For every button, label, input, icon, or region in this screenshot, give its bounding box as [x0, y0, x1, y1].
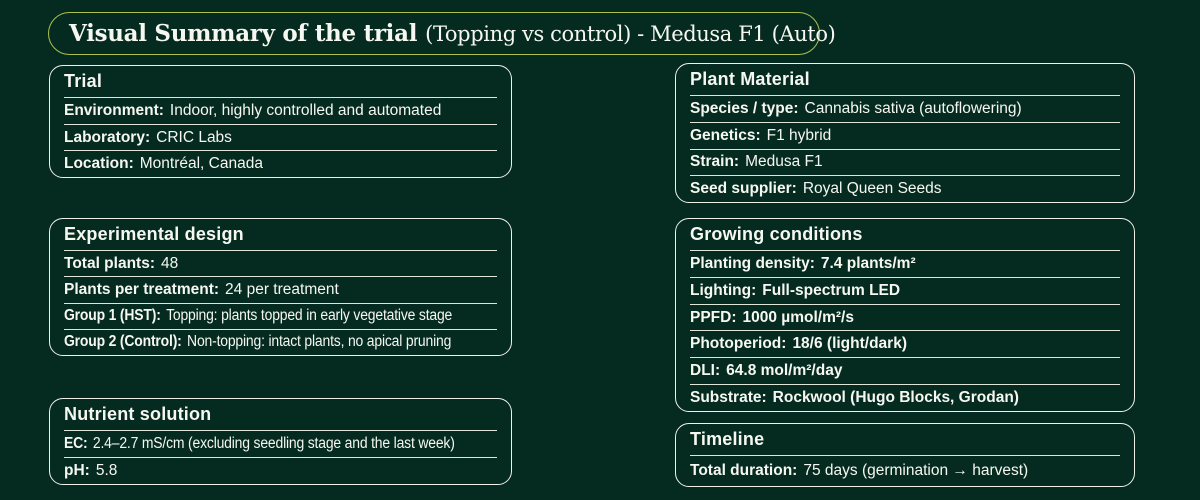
row-value: 2.4–2.7 mS/cm (excluding seedling stage and the last week): [92, 435, 455, 452]
growing-conditions-heading: Growing conditions: [690, 219, 1120, 251]
row-value: Montréal, Canada: [139, 155, 263, 173]
trial-box: [49, 65, 512, 178]
row-seed-supplier: [690, 176, 1120, 202]
row-label: Genetics:: [690, 126, 761, 144]
plant-material-heading: Plant Material: [690, 64, 1120, 96]
experimental-design-box: [49, 218, 512, 356]
row-laboratory: [64, 125, 497, 152]
title-banner: [48, 12, 836, 55]
row-strain: [690, 150, 1120, 177]
row-species-type: [690, 96, 1120, 123]
row-label: pH:: [64, 462, 90, 479]
row-label: Location:: [64, 155, 134, 173]
row-label: Laboratory:: [64, 128, 151, 146]
row-value: F1 hybrid: [766, 126, 832, 144]
row-label: Lighting:: [690, 281, 757, 299]
row-value: 75 days (germination → harvest): [803, 462, 1029, 479]
experimental-design-heading: Experimental design: [64, 219, 497, 251]
plant-material-box: [675, 63, 1135, 203]
row-value: Full-spectrum LED: [762, 281, 901, 299]
row-ph: [64, 458, 497, 484]
row-value: Royal Queen Seeds: [802, 180, 942, 198]
row-value: 5.8: [95, 462, 118, 479]
growing-conditions-box: [675, 218, 1135, 412]
nutrient-solution-box: [49, 398, 512, 485]
row-label: Plants per treatment:: [64, 280, 220, 298]
title-regular: (Topping vs control) - Medusa F1 (Auto): [425, 21, 836, 46]
row-total-plants: [64, 251, 497, 277]
row-value: Non-topping: intact plants, no apical pruning: [187, 333, 452, 351]
timeline-box: [675, 423, 1135, 487]
row-value: 48: [161, 254, 179, 272]
trial-heading: Trial: [64, 66, 497, 98]
row-label: Group 2 (Control):: [64, 333, 182, 351]
row-genetics: [690, 123, 1120, 150]
row-value: Rockwool (Hugo Blocks, Grodan): [772, 389, 1019, 407]
row-value: 7.4 plants/m²: [820, 254, 916, 272]
row-planting-density: [690, 251, 1120, 278]
row-total-duration: [690, 456, 1120, 486]
row-label: EC:: [64, 435, 88, 452]
row-label: PPFD:: [690, 308, 737, 326]
row-substrate: [690, 385, 1120, 411]
row-label: Photoperiod:: [690, 335, 787, 353]
row-value: Medusa F1: [745, 153, 823, 171]
row-value: 18/6 (light/dark): [792, 335, 907, 353]
row-group2-control: [64, 330, 497, 355]
row-photoperiod: [690, 331, 1120, 358]
timeline-heading: Timeline: [690, 424, 1120, 456]
row-location: [64, 151, 497, 177]
row-value: 1000 µmol/m²/s: [742, 308, 854, 326]
row-value: 64.8 mol/m²/day: [726, 362, 843, 380]
row-value: 24 per treatment: [225, 280, 339, 298]
nutrient-solution-heading: Nutrient solution: [64, 399, 497, 431]
row-label: Strain:: [690, 153, 740, 171]
row-plants-per-treatment: [64, 277, 497, 303]
row-value: Topping: plants topped in early vegetative stage: [166, 307, 453, 325]
row-value: Indoor, highly controlled and automated: [169, 101, 442, 119]
row-label: Seed supplier:: [690, 180, 797, 198]
row-label: Group 1 (HST):: [64, 307, 161, 325]
row-label: Substrate:: [690, 389, 767, 407]
row-value: Cannabis sativa (autoflowering): [804, 99, 1022, 117]
row-label: Total duration:: [690, 462, 798, 479]
row-lighting: [690, 278, 1120, 305]
row-label: Planting density:: [690, 254, 815, 272]
row-label: DLI:: [690, 362, 721, 380]
title-bold: Visual Summary of the trial: [69, 20, 418, 47]
row-ppfd: [690, 305, 1120, 332]
row-label: Environment:: [64, 101, 164, 119]
row-ec: [64, 431, 497, 458]
row-group1-hst: [64, 304, 497, 330]
row-dli: [690, 358, 1120, 385]
row-value: CRIC Labs: [156, 128, 232, 146]
row-label: Species / type:: [690, 99, 799, 117]
row-label: Total plants:: [64, 254, 155, 272]
row-environment: [64, 98, 497, 125]
